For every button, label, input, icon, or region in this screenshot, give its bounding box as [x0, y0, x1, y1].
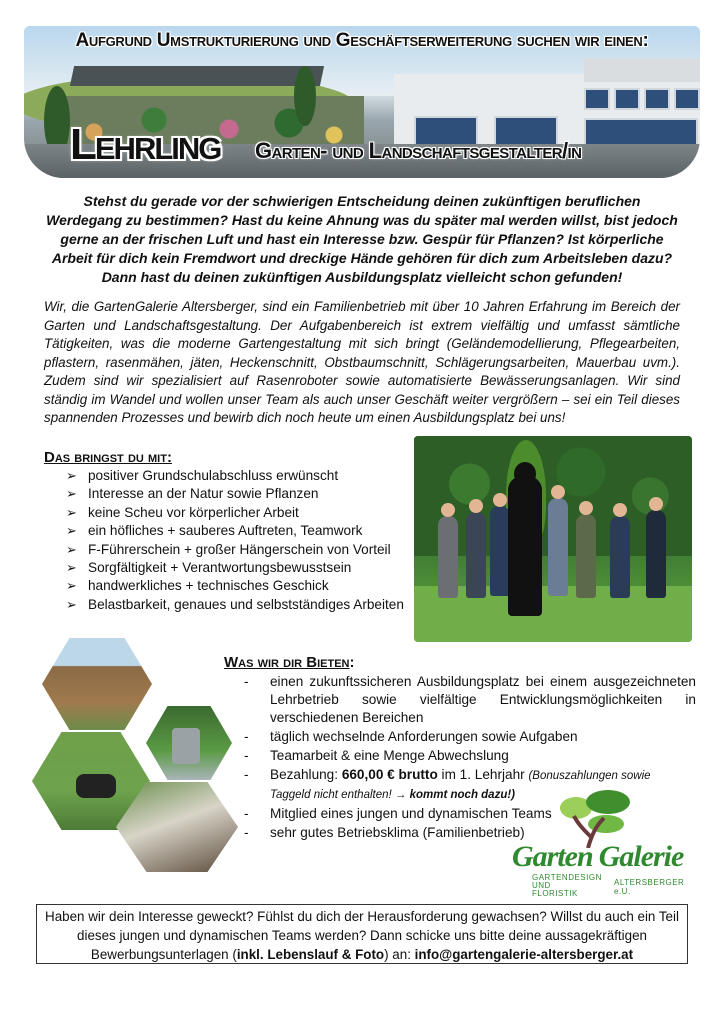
logo-subtitle-right: ALTERSBERGER e.U.: [614, 878, 685, 896]
offer-item: [244, 673, 696, 727]
requirement-item: ➢ keine Scheu vor körperlicher Arbeit: [66, 504, 406, 522]
requirement-item: ➢ positiver Grundschulabschluss erwünscht: [66, 467, 406, 485]
pay-prefix: Bezahlung:: [270, 767, 342, 782]
offer-item: - Mitglied eines jungen und dynamischen Teams: [244, 805, 696, 823]
offer-section: [224, 654, 355, 672]
offer-title-colon: :: [349, 654, 355, 671]
garden-photo-collage: [32, 636, 238, 872]
logo-subtitle-left: GARTENDESIGN UND FLORISTIK: [532, 873, 602, 898]
offer-title: Was wir dir Bieten: [224, 654, 350, 671]
logo-word-galerie: Galerie: [598, 840, 684, 873]
team-photo: [414, 436, 692, 642]
pay-amount: 660,00 € brutto: [341, 767, 438, 782]
requirement-item: ➢ F-Führerschein + großer Hängerschein von Vorteil: [66, 541, 406, 559]
offer-item: - Teamarbeit & eine Menge Abwechslung: [244, 747, 696, 765]
application-call-box: [36, 904, 688, 964]
requirement-item: ➢ Sorgfältigkeit + Verantwortungsbewusstsein: [66, 559, 406, 577]
requirement-item: ➢ Interesse an der Natur sowie Pflanzen: [66, 485, 406, 503]
pay-note-bold: kommt noch dazu!): [406, 789, 516, 801]
intro-paragraph: Stehst du gerade vor der schwierigen Entscheidung deinen zukünftigen beruflichen Werdegang zu bestimmen? Hast du keine Ahnung was du später mal werden willst, bist jedoch gerne an der frischen Luft und hast ein Interesse bzw. Gespür für Pflanzen? Ist körperliche Arbeit für dich kein Fremdwort und dreckige Hände gehören für dich zum Arbeitsleben dazu? Dann hast du deinen zukünftigen Ausbildungsplatz vielleicht schon gefunden!: [46, 193, 678, 285]
requirement-item: ➢ handwerkliches + technisches Geschick: [66, 577, 406, 595]
position-subtitle: Garten- und Landschaftsgestalter/in: [255, 138, 582, 163]
offer-item: - sehr gutes Betriebsklima (Familienbetrieb): [244, 824, 696, 842]
requirements-section: [44, 449, 172, 466]
pay-note-arrow: →: [394, 789, 407, 801]
contact-email-link[interactable]: info@gartengalerie-altersberger.at: [414, 947, 634, 962]
offer-item: - täglich wechselnde Anforderungen sowie Aufgaben: [244, 728, 696, 746]
pay-suffix: im 1. Lehrjahr: [437, 767, 529, 782]
position-title: Lehrling: [70, 120, 221, 169]
footer-bold: inkl. Lebenslauf & Foto: [236, 947, 385, 962]
requirement-item: ➢ Belastbarkeit, genaues und selbstständiges Arbeiten: [66, 596, 406, 614]
footer-text: Haben wir dein Interesse geweckt? Fühlst du dich der Herausforderung gewachsen? Willst du auch ein Teil dieses jungen und dynamischen Teams werden? Dann schicke uns bitte deine aussagekräftigen Bewerbungsunterlagen (: [45, 909, 679, 962]
company-description: Wir, die GartenGalerie Altersberger, sind ein Familienbetrieb mit über 10 Jahren Erfahrung im Bereich der Garten und Landschaftsgestaltung. Der Aufgabenbereich ist extrem vielfältig und umfasst sämtliche Tätigkeiten, was die moderne Gartengestaltung mit sich bringt (Geländemodellierung, Pflegearbeiten, pflastern, rasenmähen, jäten, Heckenschnitt, Obstbaumschnitt, Schlägerungsarbeiten, Mauerbau uvm.). Zudem sind wir spezialisiert auf Rasenroboter sowie automatisierte Bewässerungsanlagen. Wir sind ständig im Wandel und wollen unser Team als auch unser Geschäft weiter vergrößern – sei ein Teil dieses spannenden Prozesses und bewirb dich noch heute um einen Ausbildungsplatz bei uns!: [44, 299, 680, 425]
pay-note: (Bonuszahlungen sowie Taggeld nicht enthalten!: [270, 770, 651, 801]
company-logo: [512, 790, 698, 898]
requirement-item: ➢ ein höfliches + sauberes Auftreten, Teamwork: [66, 522, 406, 540]
offer-item-text: einen zukunftssicheren Ausbildungsplatz bei einem ausgezeichneten Lehrbetrieb sowie vielfältige Entwicklungsmöglichkeiten in verschiedenen Bereichen: [270, 674, 696, 725]
requirements-list: [66, 467, 406, 614]
footer-text2: ) an:: [384, 947, 415, 962]
logo-word-garten: Garten: [512, 840, 593, 873]
headline: Aufgrund Umstrukturierung und Geschäftserweiterung suchen wir einen:: [75, 30, 649, 51]
requirements-title: Das bringst du mit:: [44, 449, 172, 466]
